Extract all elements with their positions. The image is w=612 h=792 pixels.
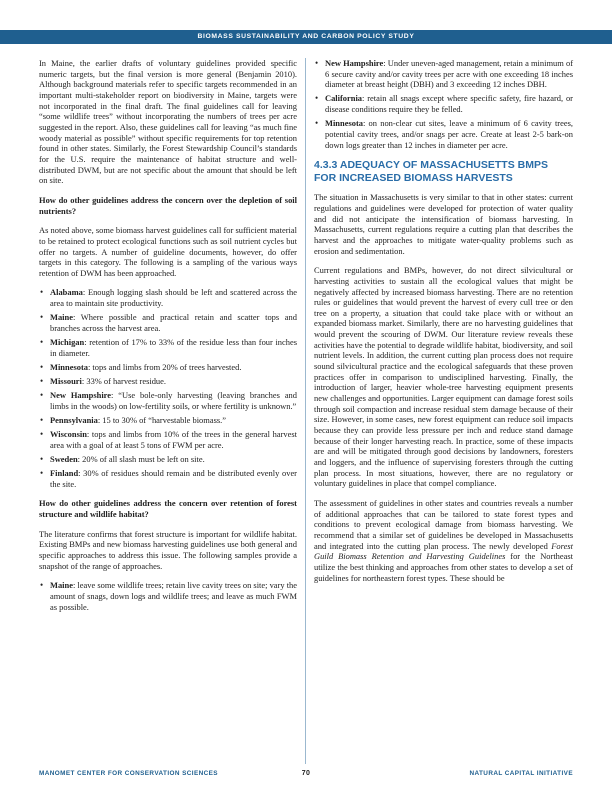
list-item: • New Hampshire: Under uneven-aged management, retain a minimum of 6 secure cavity and/or cavity trees per acre with one exceeding 18 inches diameter at breast height (DBH) and 3 exceeding 12 inches DBH. xyxy=(314,58,573,90)
list-item: • New Hampshire: “Use bole-only harvesting (leaving branches and limbs in the woods) on low-fertility soils, or where fertility is unknown.” xyxy=(39,390,297,411)
soil-nutrients-paragraph: As noted above, some biomass harvest guidelines call for sufficient material to be retained to protect ecological functions such as soil nutrient cycles but offer no targets. A number of guideline documents, however, do offer targets in this category. The following is a sampling of the various ways retention of DWM has been approached. xyxy=(39,225,297,278)
footer-initiative: NATURAL CAPITAL INITIATIVE xyxy=(469,770,573,777)
list-item: • Alabama: Enough logging slash should be left and scattered across the area to maintain site productivity. xyxy=(39,287,297,308)
intro-paragraph: In Maine, the earlier drafts of voluntary guidelines provided specific numeric targets, but the final version is more general (Benjamin 2010). Although background materials refer to specific targets recommended in an important multi-stakeholder report on biodiversity in Maine, targets were not incorporated in the final draft. The final guidelines call for leaving “some wildlife trees” without incorporating the numbers of trees per acre suggested in the report. Also, these guidelines call for leaving “as much fine woody material as possible” without specific requirements for top retention found in other states. Similarly, the Forest Stewardship Council’s standards for the U.S. require the maintenance of habitat structure and well-distributed DWM, but are not specific about the amount that should be left on site. xyxy=(39,58,297,186)
list-item: • Minnesota: on non-clear cut sites, leave a minimum of 6 cavity trees, potential cavity trees, and/or snags per acre. Create at least 2-5 bark-on down logs greater than 12 inches in diameter per acre. xyxy=(314,118,573,150)
forest-structure-question: How do other guidelines address the concern over retention of forest structure and wildlife habitat? xyxy=(39,498,297,520)
list-item: • Maine: leave some wildlife trees; retain live cavity trees on site; vary the amount of snags, down logs and wildlife trees; and leave as much FWM as possible. xyxy=(39,580,297,612)
soil-retention-list xyxy=(39,287,297,489)
column-divider xyxy=(305,58,306,764)
list-item: • Missouri: 33% of harvest residue. xyxy=(39,376,297,387)
footer-organization: MANOMET CENTER FOR CONSERVATION SCIENCES xyxy=(39,770,218,777)
forest-structure-paragraph: The literature confirms that forest structure is important for wildlife habitat. Existing BMPs and new biomass harvesting guidelines use both general and specific approaches to address this issue. The following samples provide a snapshot of the range of approaches. xyxy=(39,528,297,571)
list-item: • Finland: 30% of residues should remain and be distributed evenly over the site. xyxy=(39,468,297,489)
list-item: • Minnesota: tops and limbs from 20% of trees harvested. xyxy=(39,362,297,373)
list-item: • Michigan: retention of 17% to 33% of the residue less than four inches in diameter. xyxy=(39,337,297,358)
list-item: • Maine: Where possible and practical retain and scatter tops and branches across the harvest area. xyxy=(39,312,297,333)
massachusetts-paragraph-1: The situation in Massachusetts is very similar to that in other states: current regulations and guidelines were developed for protection of water quality and did not anticipate the intensification of biomass harvesting. In Massachusetts, current regulations require a cutting plan that describes the harvest and the approaches to mitigate water-quality problems such as erosion and sedimentation. xyxy=(314,192,573,256)
guidelines-title: Forest Guild Biomass Retention and Harvesting Guidelines xyxy=(314,540,573,562)
massachusetts-paragraph-2: Current regulations and BMPs, however, do not direct silvicultural or harvesting activities to sustain all the ecological values that might be negatively affected by increased biomass harvesting. There are no retention rules or guidelines that would prevent the harvest of every cull tree or den tree on a property, a situation that could take place with or without an expanded biomass market. Similarly, there are no harvesting guidelines that would prevent the scouring of DWM. Our literature review reveals these activities have the potential to degrade wildlife habitat, biodiversity, and soil nutrient levels. In addition, the current cutting plan process does not require sound silvicultural practice and the ecological safeguards that these proven practices offer in comparison to undisciplined harvesting. Finally, the introduction of larger, heavier whole-tree harvesting equipment presents new challenges and opportunities. Larger equipment can damage forest soils through soil compaction and increase residual stem damage because of their size. However, in some cases, new forest equipment can reduce soil impacts because they can provide less pressure per inch and reduce stand damage because of their longer harvesting reach. In practice, some of these impacts are and will be mitigated through good decisions by landowners, foresters and loggers, and the influence of supervising foresters through the cutting plan process. In most situations, however, there are no regulatory or voluntary guidelines in place that compel compliance. xyxy=(314,265,573,489)
right-column xyxy=(314,58,573,592)
list-item: • Sweden: 20% of all slash must be left on site. xyxy=(39,454,297,465)
left-column xyxy=(39,58,297,621)
habitat-list xyxy=(39,580,297,612)
list-item: • California: retain all snags except where specific safety, fire hazard, or disease conditions require they be felled. xyxy=(314,93,573,114)
habitat-list-continued xyxy=(314,58,573,150)
list-item: • Pennsylvania: 15 to 30% of “harvestable biomass.” xyxy=(39,415,297,426)
massachusetts-paragraph-3: The assessment of guidelines in other states and countries reveals a number of additional approaches that can be tailored to state forest types and conditions to prevent ecological damage from biomass harvesting. We recommend that a similar set of guidelines be developed in Massachusetts and integrated into the cutting plan process. The newly developed Forest Guild Biomass Retention and Harvesting Guidelines for the Northeast utilize the best thinking and approaches from other states to develop a set of guidelines for northeastern forest types. These should be xyxy=(314,497,574,583)
running-header: BIOMASS SUSTAINABILITY AND CARBON POLICY STUDY xyxy=(0,30,612,44)
page-number: 70 xyxy=(301,770,311,777)
soil-nutrients-question: How do other guidelines address the concern over the depletion of soil nutrients? xyxy=(39,194,297,216)
section-heading: 4.3.3 ADEQUACY OF MASSACHUSETTS BMPS FOR INCREASED BIOMASS HARVESTS xyxy=(314,159,548,184)
list-item: • Wisconsin: tops and limbs from 10% of the trees in the general harvest area with a goal of at least 5 tons of FWM per acre. xyxy=(39,429,297,450)
